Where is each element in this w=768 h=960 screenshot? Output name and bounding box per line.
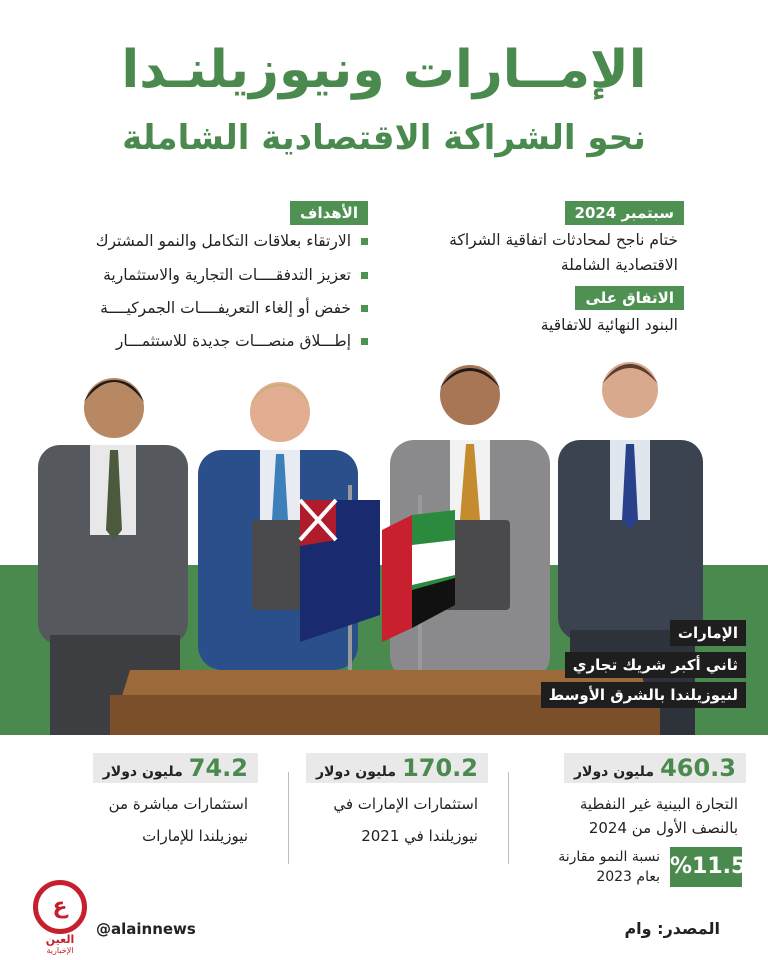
agreement-tag: الاتفاق على xyxy=(575,286,684,310)
date-tag: سبتمبر 2024 xyxy=(565,201,684,225)
stat-text: التجارة البينية غير النفطية xyxy=(579,795,738,813)
agreement-text: البنود النهائية للاتفاقية xyxy=(540,316,678,334)
uae-callout-title: الإمارات xyxy=(670,620,746,646)
growth-value: %11.5 xyxy=(670,847,742,887)
stat-value-box: 170.2مليون دولار xyxy=(306,753,488,783)
stat-value-box: 460.3مليون دولار xyxy=(564,753,746,783)
stat-text: بالنصف الأول من 2024 xyxy=(588,819,738,837)
uae-callout-line2: لنيوزيلندا بالشرق الأوسط xyxy=(541,682,746,708)
bullet-icon xyxy=(361,272,368,279)
page-subtitle: نحو الشراكة الاقتصادية الشاملة xyxy=(122,118,646,158)
stat-value-box: 74.2مليون دولار xyxy=(93,753,258,783)
growth-text: نسبة النمو مقارنة xyxy=(558,849,660,865)
growth-text: بعام 2023 xyxy=(596,869,660,885)
stat-text: استثمارات الإمارات في xyxy=(333,795,478,813)
bullet-icon xyxy=(361,338,368,345)
stat-text: استثمارات مباشرة من xyxy=(108,795,248,813)
date-text-1: ختام ناجح لمحادثات اتفاقية الشراكة xyxy=(449,231,678,249)
stat-text: نيوزيلندا في 2021 xyxy=(361,827,478,845)
page-title: الإمــارات ونيوزيلنـدا xyxy=(121,40,647,100)
social-handle: @alainnews xyxy=(96,920,196,938)
goal-item: الارتقاء بعلاقات التكامل والنمو المشترك xyxy=(96,232,368,250)
bullet-icon xyxy=(361,238,368,245)
goal-item: خفض أو إلغاء التعريفــــات الجمركيــــة xyxy=(100,299,368,317)
stat-text: نيوزيلندا للإمارات xyxy=(142,827,248,845)
bullet-icon xyxy=(361,305,368,312)
alain-logo: ع العين الإخبارية xyxy=(32,880,88,942)
goal-item: إطـــلاق منصـــات جديدة للاستثمـــار xyxy=(116,332,368,350)
source-text: المصدر: وام xyxy=(624,919,720,938)
date-text-2: الاقتصادية الشاملة xyxy=(560,256,678,274)
divider xyxy=(288,772,289,864)
divider xyxy=(508,772,509,864)
goal-item: تعزيز التدفقــــات التجارية والاستثمارية xyxy=(103,266,368,284)
uae-callout-line1: ثاني أكبر شريك تجاري xyxy=(565,652,746,678)
goals-tag: الأهداف xyxy=(290,201,368,225)
